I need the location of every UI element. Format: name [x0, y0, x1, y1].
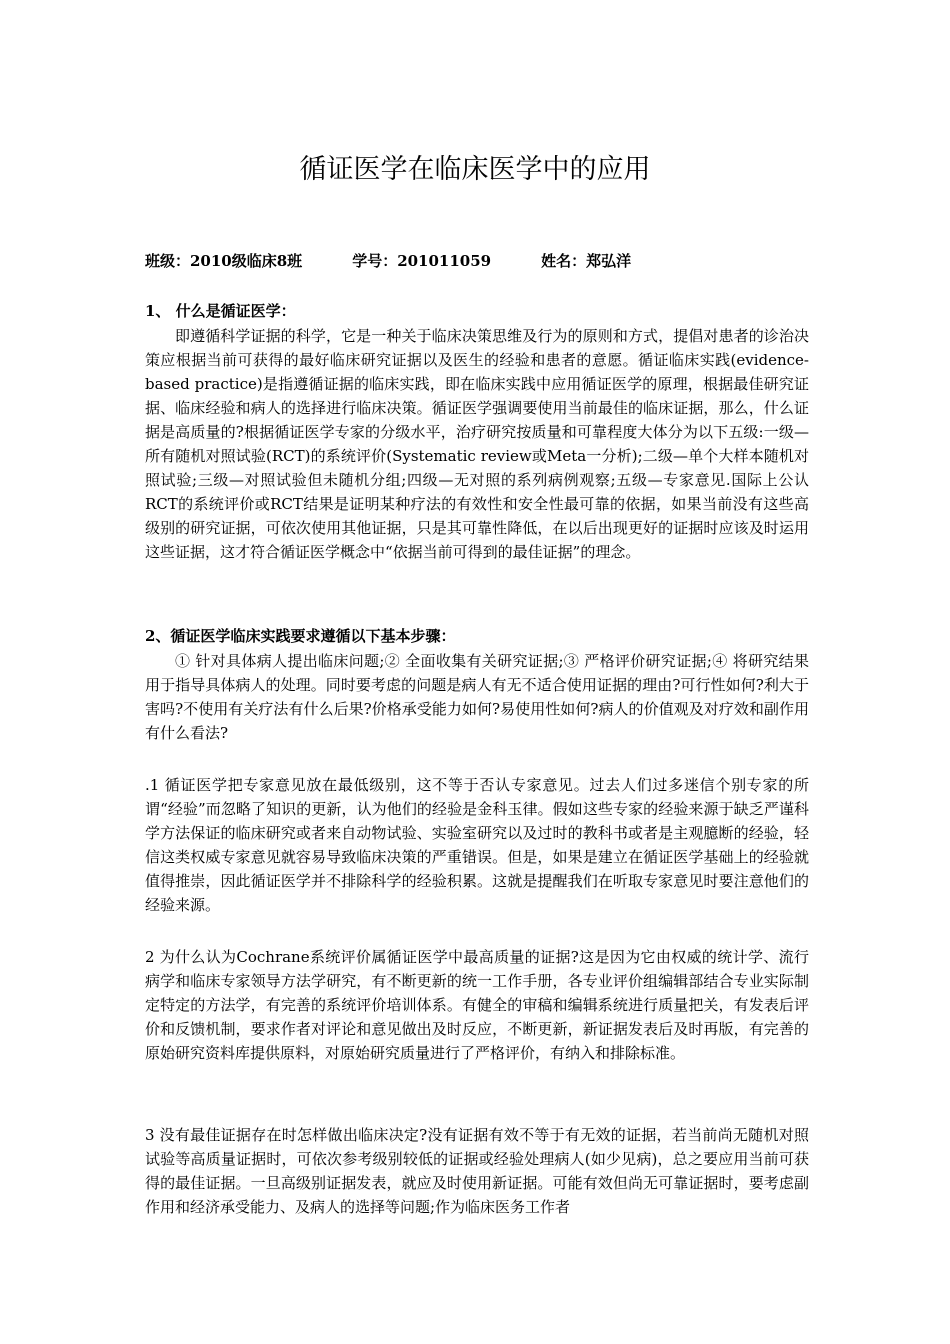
student-id-label: 学号：201011059 [352, 252, 492, 270]
point-1-paragraph: .1 循证医学把专家意见放在最低级别，这不等于否认专家意见。过去人们过多迷信个别专家的所谓“经验”而忽略了知识的更新，认为他们的经验是金科玉律。假如这些专家的经验来源于缺乏严谨科学方法保证的临床研究或者来自动物试验、实验室研究以及过时的教科书或者是主观臆断的经验，轻信这类权威专家意见就容易导致临床决策的严重错误。但是，如果是建立在循证医学基础上的经验就值得推崇，因此循证医学并不排除科学的经验积累。这就是提醒我们在听取专家意见时要注意他们的经验来源。 [145, 776, 809, 914]
student-name-label: 姓名：郑弘洋 [541, 252, 632, 270]
section-2-heading: 2、循证医学临床实践要求遵循以下基本步骤： [145, 627, 456, 645]
class-label: 班级：2010级临床8班 [145, 252, 303, 270]
point-2-paragraph: 2 为什么认为Cochrane系统评价属循证医学中最高质量的证据?这是因为它由权威的统计学、流行病学和临床专家领导方法学研究，有不断更新的统一工作手册，各专业评价组编辑部结合专业实际制定特定的方法学，有完善的系统评价培训体系。有健全的审稿和编辑系统进行质量把关，有发表后评价和反馈机制，要求作者对评论和意见做出及时反应，不断更新，新证据发表后及时再版，有完善的原始研究资料库提供原料，对原始研究质量进行了严格评价，有纳入和排除标准。 [145, 948, 809, 1062]
document-title: 循证医学在临床医学中的应用 [299, 154, 651, 185]
point-3-paragraph: 3 没有最佳证据存在时怎样做出临床决定?没有证据有效不等于有无效的证据，若当前尚无随机对照试验等高质量证据时，可依次参考级别较低的证据或经验处理病人(如少见病)，总之要应用当前可获得的最佳证据。一旦高级别证据发表，就应及时使用新证据。可能有效但尚无可靠证据时，要考虑副作用和经济承受能力、及病人的选择等问题;作为临床医务工作者 [145, 1126, 809, 1216]
section-2-body: ① 针对具体病人提出临床问题;② 全面收集有关研究证据;③ 严格评价研究证据;④ 将研究结果用于指导具体病人的处理。同时要考虑的问题是病人有无不适合使用证据的理由?可行性如何?利大于害吗?不使用有关疗法有什么后果?价格承受能力如何?易使用性如何?病人的价值观及对疗效和副作用有什么看法? [145, 652, 809, 742]
student-info-line [145, 250, 631, 272]
section-1-body: 即遵循科学证据的科学，它是一种关于临床决策思维及行为的原则和方式，提倡对患者的诊治决策应根据当前可获得的最好临床研究证据以及医生的经验和患者的意愿。循证临床实践(evidence-based practice)是指遵循证据的临床实践，即在临床实践中应用循证医学的原理，根据最佳研究证据、临床经验和病人的选择进行临床决策。循证医学强调要使用当前最佳的临床证据，那么，什么证据是高质量的?根据循证医学专家的分级水平，治疗研究按质量和可靠程度大体分为以下五级:一级— 所有随机对照试验(RCT)的系统评价(Systematic review或Meta一分析);二级—单个大样本随机对照试验;三级—对照试验但未随机分组;四级—无对照的系列病例观察;五级—专家意见.国际上公认RCT的系统评价或RCT结果是证明某种疗法的有效性和安全性最可靠的依据，如果当前没有这些高级别的研究证据，可依次使用其他证据，只是其可靠性降低，在以后出现更好的证据时应该及时运用这些证据，这才符合循证医学概念中“依据当前可得到的最佳证据”的理念。 [145, 327, 809, 561]
section-1-heading: 1、 什么是循证医学： [145, 302, 296, 320]
